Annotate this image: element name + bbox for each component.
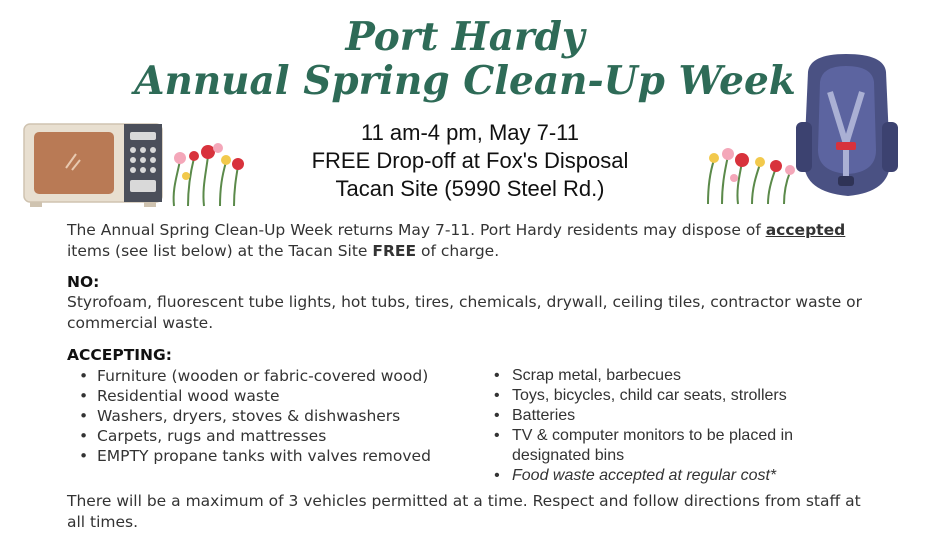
list-item: • EMPTY propane tanks with valves removed: [79, 446, 499, 466]
list-item: • Furniture (wooden or fabric-covered wood): [79, 366, 499, 386]
list-item-food-waste: • Food waste accepted at regular cost*: [494, 466, 864, 486]
accepting-list-left: [79, 366, 499, 466]
list-item: • Scrap metal, barbecues: [494, 366, 864, 386]
accepted-emphasis: accepted: [765, 221, 846, 239]
title-line-2: Annual Spring Clean-Up Week: [134, 58, 796, 104]
list-item: • Toys, bicycles, child car seats, strollers: [494, 386, 864, 406]
accepting-list-right: [494, 366, 864, 486]
accepting-heading: ACCEPTING:: [67, 346, 172, 364]
footer-paragraph: There will be a maximum of 3 vehicles permitted at a time. Respect and follow directions from staff at all times.: [67, 492, 861, 531]
event-time: 11 am-4 pm, May 7-11: [360, 120, 580, 145]
intro-text-2: items (see list below) at the Tacan Site: [67, 242, 373, 260]
list-item: • Washers, dryers, stoves & dishwashers: [79, 406, 499, 426]
list-item: • Batteries: [494, 406, 864, 426]
no-items-text: Styrofoam, fluorescent tube lights, hot tubs, tires, chemicals, drywall, ceiling tiles, contractor waste or commercial waste.: [67, 293, 863, 332]
title-line-1: Port Hardy: [345, 14, 585, 60]
list-item: • TV & computer monitors to be placed in designated bins: [494, 426, 864, 466]
intro-text-1: The Annual Spring Clean-Up Week returns May 7-11. Port Hardy residents may dispose of: [67, 221, 766, 239]
location-line-2: Tacan Site (5990 Steel Rd.): [335, 176, 605, 201]
car-seat-icon: [796, 54, 898, 196]
microwave-illustration: [22, 118, 252, 213]
intro-text-3: of charge.: [416, 242, 500, 260]
intro-paragraph: [67, 220, 867, 262]
microwave-icon: [24, 124, 162, 207]
no-heading: NO:: [67, 273, 100, 291]
list-item: • Residential wood waste: [79, 386, 499, 406]
list-item: • Carpets, rugs and mattresses: [79, 426, 499, 446]
car-seat-illustration: [700, 52, 910, 212]
free-emphasis: FREE: [372, 242, 417, 260]
location-line-1: FREE Drop-off at Fox's Disposal: [311, 148, 629, 173]
